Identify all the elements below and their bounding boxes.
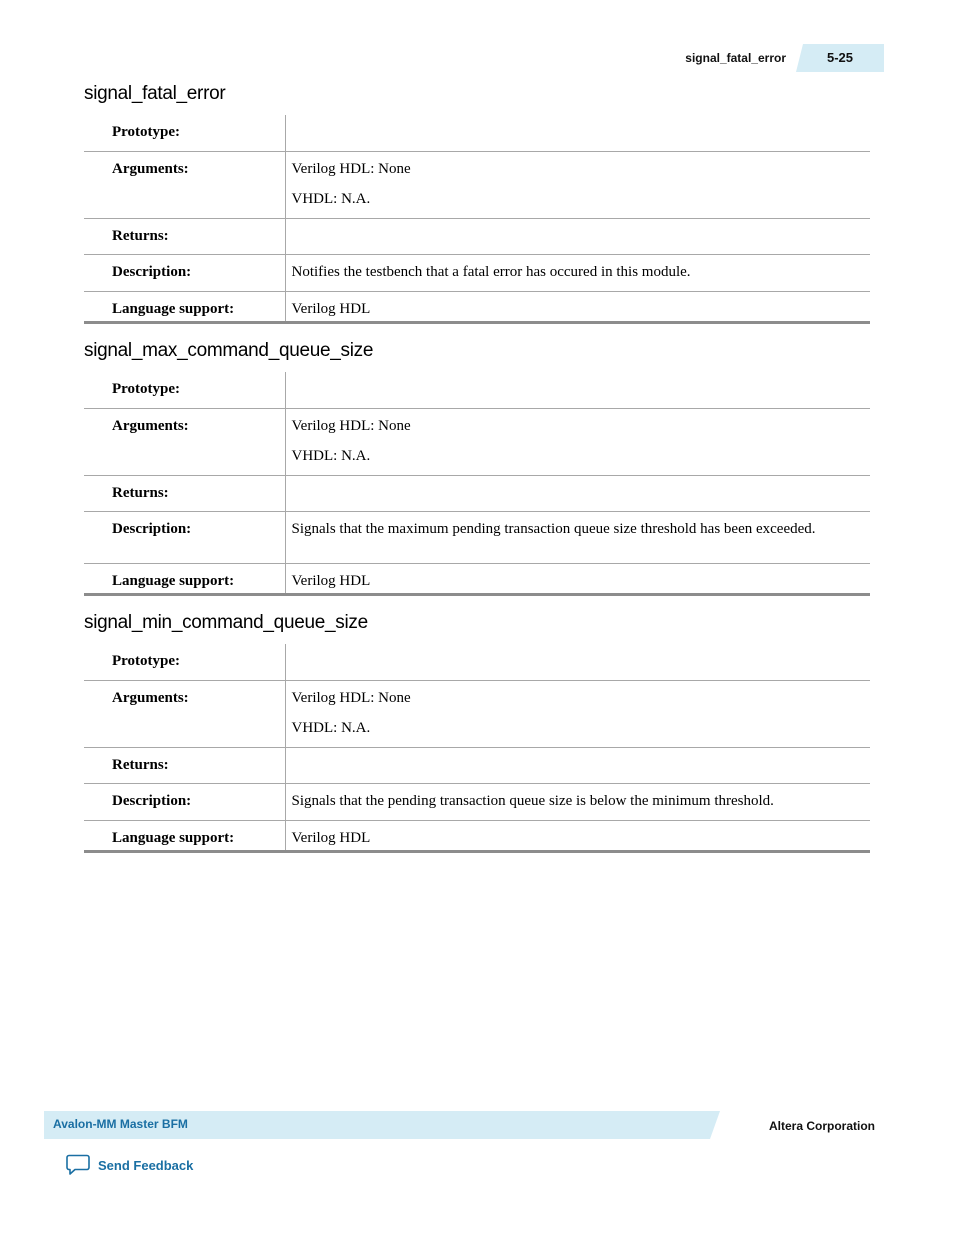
section-title-signal-max-command-queue-size: signal_max_command_queue_size bbox=[84, 340, 374, 361]
row-label: Language support: bbox=[84, 563, 285, 594]
row-value bbox=[285, 115, 870, 151]
value-line: Verilog HDL: None bbox=[291, 417, 411, 434]
row-label: Language support: bbox=[84, 820, 285, 851]
section-title-signal-fatal-error: signal_fatal_error bbox=[84, 83, 226, 104]
table-row bbox=[84, 680, 870, 747]
value-line: Signals that the pending transaction queue size is below the minimum threshold. bbox=[291, 792, 774, 809]
footer-company: Altera Corporation bbox=[768, 1119, 875, 1133]
row-label: Returns: bbox=[84, 475, 285, 511]
table-row bbox=[84, 291, 870, 322]
page-number: 5-25 bbox=[826, 50, 854, 65]
table-row bbox=[84, 408, 870, 475]
api-table-signal-fatal-error bbox=[84, 115, 870, 324]
row-value bbox=[285, 408, 870, 475]
value-line: VHDL: N.A. bbox=[291, 719, 371, 736]
row-label: Prototype: bbox=[84, 115, 285, 151]
table-row bbox=[84, 115, 870, 151]
value-line: Signals that the maximum pending transaction queue size threshold has been exceeded. bbox=[291, 520, 816, 537]
value-line: Verilog HDL bbox=[291, 300, 371, 317]
row-label: Language support: bbox=[84, 291, 285, 322]
row-label: Prototype: bbox=[84, 644, 285, 680]
row-value bbox=[285, 475, 870, 511]
send-feedback-label: Send Feedback bbox=[98, 1157, 194, 1173]
row-value bbox=[285, 372, 870, 408]
value-line: Verilog HDL bbox=[291, 829, 371, 846]
row-value bbox=[285, 511, 870, 563]
row-value bbox=[285, 291, 870, 322]
table-row bbox=[84, 747, 870, 783]
row-value bbox=[285, 644, 870, 680]
row-value bbox=[285, 151, 870, 218]
table-row bbox=[84, 254, 870, 291]
table-row bbox=[84, 820, 870, 851]
value-line: Verilog HDL: None bbox=[291, 160, 411, 177]
row-label: Arguments: bbox=[84, 151, 285, 218]
row-value bbox=[285, 680, 870, 747]
row-value bbox=[285, 254, 870, 291]
row-label: Returns: bbox=[84, 218, 285, 254]
table-row bbox=[84, 644, 870, 680]
value-line: Notifies the testbench that a fatal error has occured in this module. bbox=[291, 263, 691, 280]
speech-bubble-icon bbox=[66, 1154, 90, 1176]
table-row bbox=[84, 151, 870, 218]
row-value bbox=[285, 783, 870, 820]
row-label: Description: bbox=[84, 511, 285, 563]
row-value bbox=[285, 747, 870, 783]
api-table-signal-max-command-queue-size bbox=[84, 372, 870, 596]
api-table-signal-min-command-queue-size bbox=[84, 644, 870, 853]
value-line: VHDL: N.A. bbox=[291, 190, 371, 207]
value-line: Verilog HDL bbox=[291, 572, 371, 589]
table-row bbox=[84, 511, 870, 563]
value-line: Verilog HDL: None bbox=[291, 689, 411, 706]
row-value bbox=[285, 218, 870, 254]
row-value bbox=[285, 820, 870, 851]
row-label: Returns: bbox=[84, 747, 285, 783]
section-title-signal-min-command-queue-size: signal_min_command_queue_size bbox=[84, 612, 368, 633]
row-label: Prototype: bbox=[84, 372, 285, 408]
row-value bbox=[285, 563, 870, 594]
footer-doc-title: Avalon-MM Master BFM bbox=[53, 1117, 188, 1131]
value-line: VHDL: N.A. bbox=[291, 447, 371, 464]
row-label: Description: bbox=[84, 783, 285, 820]
row-label: Description: bbox=[84, 254, 285, 291]
table-row bbox=[84, 475, 870, 511]
row-label: Arguments: bbox=[84, 680, 285, 747]
running-header-title: signal_fatal_error bbox=[685, 51, 786, 65]
row-label: Arguments: bbox=[84, 408, 285, 475]
table-row bbox=[84, 563, 870, 594]
table-row bbox=[84, 783, 870, 820]
table-row bbox=[84, 372, 870, 408]
send-feedback-link[interactable] bbox=[66, 1154, 193, 1176]
table-row bbox=[84, 218, 870, 254]
